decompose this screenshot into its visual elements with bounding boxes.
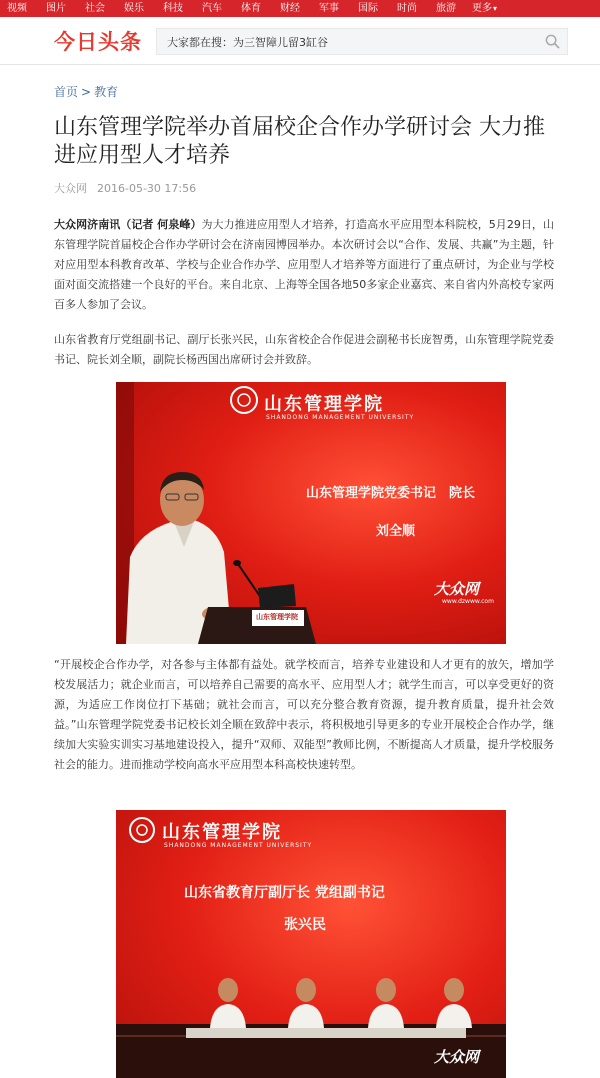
nav-item-more[interactable] [472,0,497,17]
article-paragraph-body: 为大力推进应用型人才培养，打造高水平应用型本科院校，5月29日，山东管理学院首届校企合作办学研讨会在济南园博园举办。本次研讨会以“合作、发展、共赢”为主题，针对应用型本科教育改革、学校与企业合作办学、应用型人才培养等方面进行了重点研讨，为企业与学校面对面交流搭建一个良好的平台。来自北京、上海等全国各地50多家企业嘉宾、来自省内外高校专家两百多人参加了会议。 [54,218,554,311]
breadcrumb [54,85,118,99]
nav-item-travel[interactable]: 旅游 [436,3,456,14]
article-paragraph: “开展校企合作办学，对各参与主体都有益处。就学校而言，培养专业建设和人才更有的放矢，增加学校发展活力；就企业而言，可以培养自己需要的高水平、应用型人才；就学生而言，可以享受更好的资源，为适应工作岗位打下基础；就社会而言，可以充分整合教育资源，提升教育质量，提升社会效益。”山东管理学院党委书记校长刘全顺在致辞中表示，将积极地引导更多的专业开展校企合作办学，继续加大实验实训实习基地建设投入，提升“双师、双能型”教师比例，不断提高人才质量，提升学校服务社会的能力。进而推动学校向高水平应用型本科高校快速转型。 [54,658,554,771]
nav-more-label: 更多 [472,3,492,14]
breadcrumb-separator: > [81,85,92,99]
nav-item-entertainment[interactable]: 娱乐 [124,3,144,14]
article-lead: 大众网济南讯（记者 何泉峰） [54,218,202,231]
nav-item-fashion[interactable]: 时尚 [397,3,417,14]
nav-item-sports[interactable]: 体育 [241,3,261,14]
article-meta [54,182,196,196]
site-logo[interactable]: 今日头条 [54,30,142,54]
chevron-down-icon: ▾ [493,4,498,13]
banner-caption-title: 山东省教育厅副厅长 党组副书记 [184,885,385,901]
banner-school-name-en: SHANDONG MANAGEMENT UNIVERSITY [164,842,313,849]
nav-item-finance[interactable]: 财经 [280,3,300,14]
banner-caption-title: 山东管理学院党委书记 院长 [306,486,476,501]
banner-caption-name: 张兴民 [284,917,326,933]
site-header [0,17,600,65]
article-paragraph [54,215,554,315]
nav-item-video[interactable]: 视频 [7,3,27,14]
search-icon[interactable] [545,34,560,49]
article-paragraph: 山东省教育厅党组副书记、副厅长张兴民，山东省校企合作促进会副秘书长庞智勇，山东管理学院党委书记、院长刘全顺，副院长杨西国出席研讨会并致辞。 [54,333,554,366]
article-source: 大众网 [54,182,87,195]
banner-caption-name: 刘全顺 [376,524,416,539]
article-photo-speaker [116,382,506,644]
nav-item-tech[interactable]: 科技 [163,3,183,14]
nav-item-pictures[interactable]: 图片 [46,3,66,14]
banner-school-name-en: SHANDONG MANAGEMENT UNIVERSITY [266,414,415,421]
nav-item-society[interactable]: 社会 [85,3,105,14]
banner-school-name: 山东管理学院 [264,394,384,415]
stage-scene [116,810,506,1078]
podium-label: 山东管理学院 [256,613,298,621]
article-photo-stage [116,810,506,1078]
article-time: 2016-05-30 17:56 [97,182,197,195]
watermark: 大众网 [434,1048,480,1066]
banner-school-name: 山东管理学院 [162,822,282,843]
watermark: 大众网 [434,580,480,598]
nav-item-international[interactable]: 国际 [358,3,378,14]
breadcrumb-category[interactable]: 教育 [94,85,119,99]
search-box [156,28,568,55]
nav-item-military[interactable]: 军事 [319,3,339,14]
watermark-url: www.dzwww.com [442,598,494,605]
article-title: 山东管理学院举办首届校企合作办学研讨会 大力推进应用型人才培养 [54,115,545,168]
breadcrumb-home[interactable]: 首页 [54,85,79,99]
search-input[interactable] [157,29,537,54]
nav-item-auto[interactable]: 汽车 [202,3,222,14]
top-nav [0,0,600,17]
